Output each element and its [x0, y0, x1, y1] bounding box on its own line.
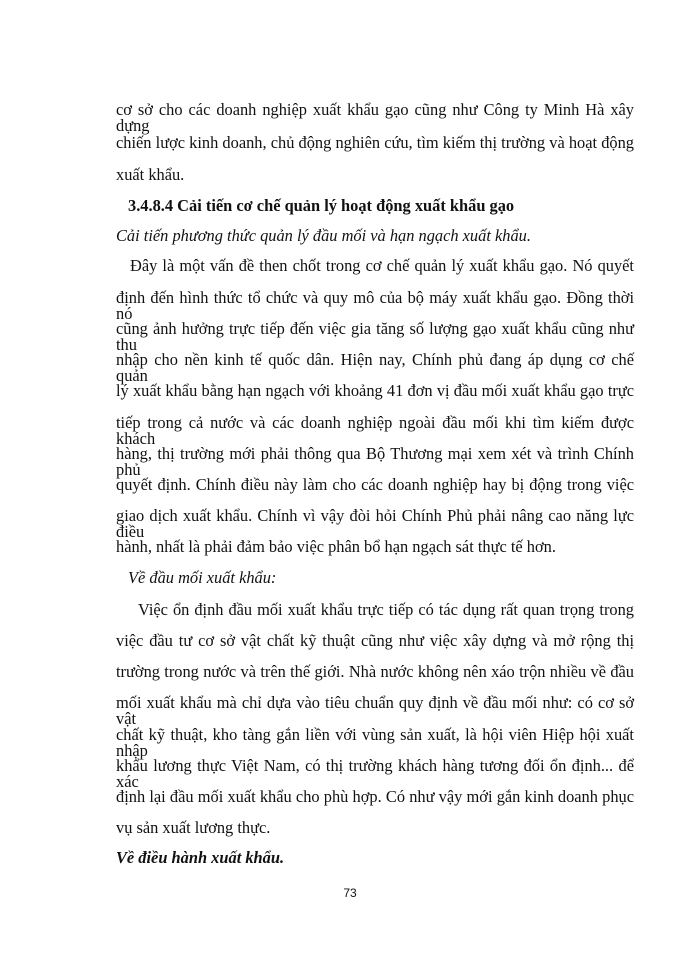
page-number: 73	[343, 886, 357, 900]
body-text-line: tiếp trong cả nước và các doanh nghiệp ngoài đầu mối khi tìm kiếm được khách	[116, 413, 634, 449]
body-text-line: Đây là một vấn đề then chốt trong cơ chế quản lý xuất khẩu gạo. Nó quyết	[130, 256, 634, 275]
subsection-title: Về điều hành xuất khẩu.	[116, 848, 285, 867]
body-text-line: việc đầu tư cơ sở vật chất kỹ thuật cũng như việc xây dựng và mở rộng thị	[116, 631, 634, 650]
body-text-line: xuất khẩu.	[116, 165, 185, 184]
body-text-line: mối xuất khẩu mà chỉ dựa vào tiêu chuẩn quy định về đầu mối như: có cơ sở vật	[116, 693, 634, 729]
body-text-line: giao dịch xuất khẩu. Chính vì vậy đòi hỏi Chính Phủ phải nâng cao năng lực điều	[116, 506, 634, 542]
body-text-line: quyết định. Chính điều này làm cho các doanh nghiệp hay bị động trong việc	[116, 475, 634, 494]
body-text-line: định đến hình thức tổ chức và quy mô của bộ máy xuất khẩu gạo. Đồng thời nó	[116, 288, 634, 324]
body-text-line: định lại đầu mối xuất khẩu cho phù hợp. Có như vậy mới gắn kinh doanh phục	[116, 787, 634, 806]
body-text-line: Việc ổn định đầu mối xuất khẩu trực tiếp có tác dụng rất quan trọng trong	[138, 600, 634, 619]
body-text-line: chiến lược kinh doanh, chủ động nghiên cứu, tìm kiếm thị trường và hoạt động	[116, 133, 634, 152]
body-text-line: cũng ảnh hưởng trực tiếp đến việc gia tăng số lượng gạo xuất khẩu cũng như thu	[116, 319, 634, 355]
body-text-line: nhập cho nền kinh tế quốc dân. Hiện nay, Chính phủ đang áp dụng cơ chế quản	[116, 350, 634, 386]
body-text-line: chất kỹ thuật, kho tàng gắn liền với vùng sản xuất, là hội viên Hiệp hội xuất nhập	[116, 725, 634, 761]
body-text-line: vụ sản xuất lương thực.	[116, 818, 271, 837]
subsection-title: Cải tiến phương thức quản lý đầu mối và hạn ngạch xuất khẩu.	[116, 226, 531, 245]
body-text-line: trường trong nước và trên thế giới. Nhà nước không nên xáo trộn nhiều về đầu	[116, 662, 634, 681]
section-heading: 3.4.8.4 Cải tiến cơ chế quản lý hoạt động xuất khẩu gạo	[128, 196, 515, 215]
body-text-line: hành, nhất là phải đảm bảo việc phân bổ hạn ngạch sát thực tế hơn.	[116, 537, 556, 556]
subsection-title: Về đầu mối xuất khẩu:	[128, 568, 277, 587]
body-text-line: lý xuất khẩu bằng hạn ngạch với khoảng 41 đơn vị đầu mối xuất khẩu gạo trực	[116, 381, 634, 400]
body-text-line: cơ sở cho các doanh nghiệp xuất khẩu gạo cũng như Công ty Minh Hà xây dựng	[116, 100, 634, 136]
body-text-line: hàng, thị trường mới phải thông qua Bộ Thương mại xem xét và trình Chính phủ	[116, 444, 634, 480]
body-text-line: khẩu lương thực Việt Nam, có thị trường khách hàng tương đối ổn định... để xác	[116, 756, 634, 792]
